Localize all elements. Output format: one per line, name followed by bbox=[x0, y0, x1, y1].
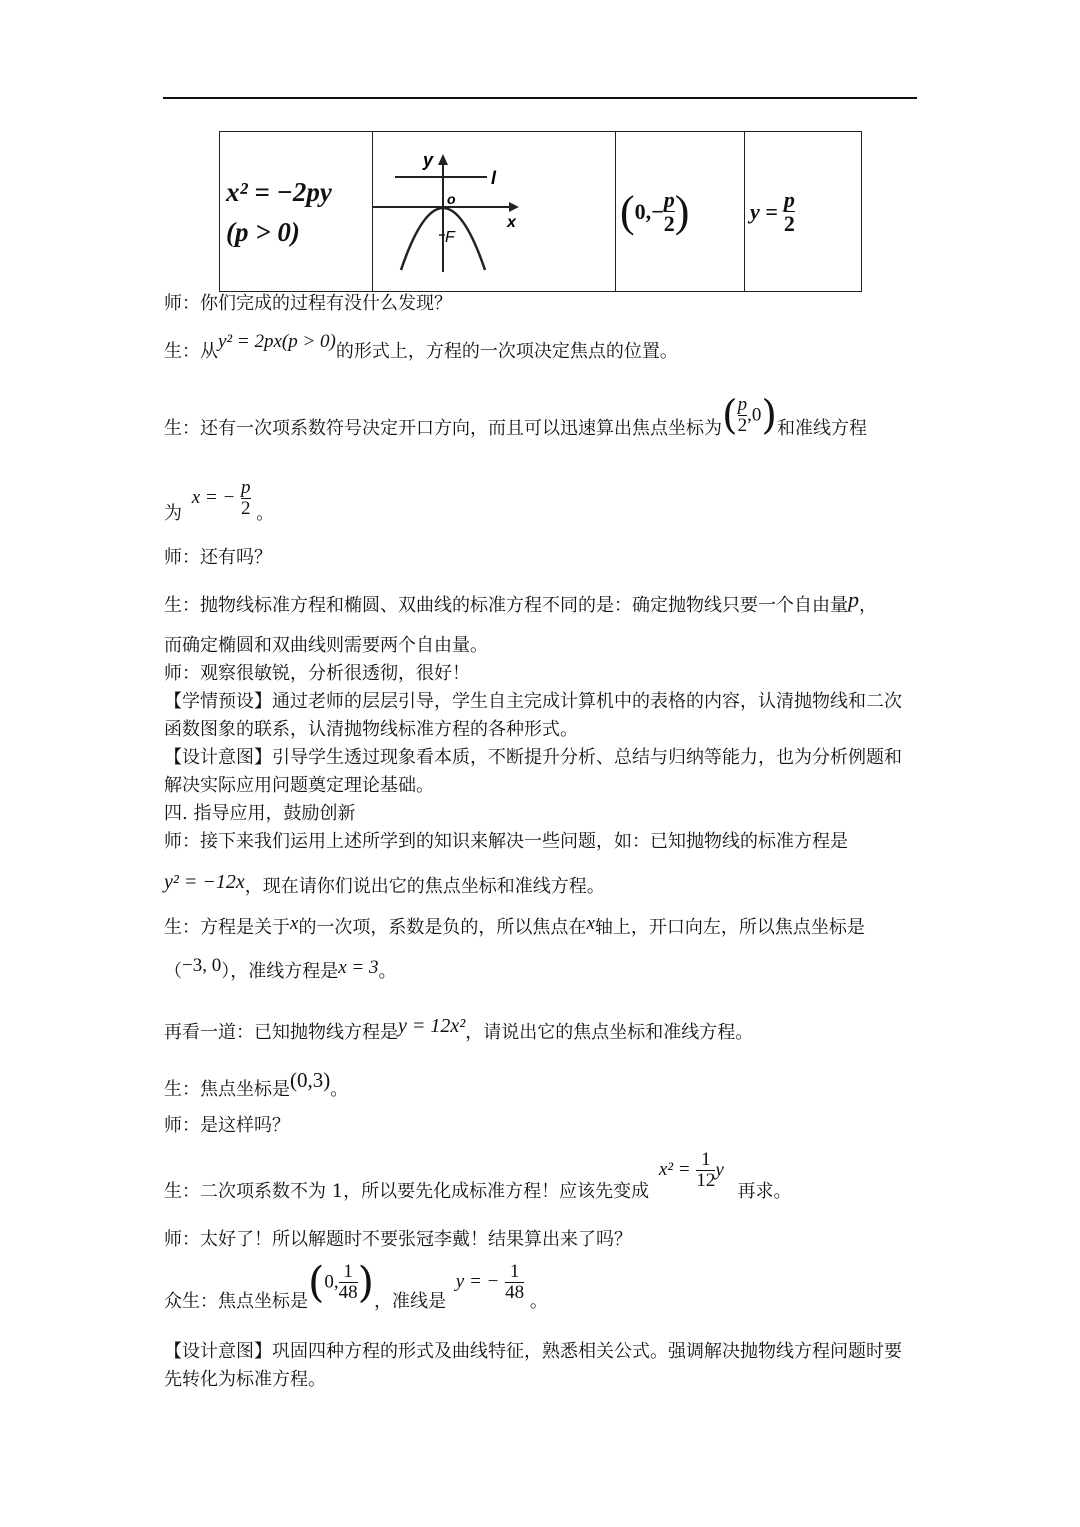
text: ），准线方程是 bbox=[221, 961, 339, 982]
equation-main: x² = −2py bbox=[226, 176, 332, 207]
text: 生：抛物线标准方程和椭圆、双曲线的标准方程不同的是：确定抛物线只要一个自由量 bbox=[164, 595, 848, 616]
math-x: x bbox=[290, 913, 299, 934]
paren-close: ) bbox=[761, 392, 777, 439]
fraction-num: 1 bbox=[509, 1261, 520, 1282]
graph-cell bbox=[373, 132, 616, 292]
paren-close: ) bbox=[674, 187, 690, 236]
paren-open: ( bbox=[308, 1257, 325, 1307]
text: 再看一道：已知抛物线方程是 bbox=[164, 1022, 398, 1043]
line-teacher-praise: 师：观察很敏锐，分析很透彻，很好！ bbox=[164, 663, 470, 684]
focus-tail: ,0 bbox=[747, 404, 762, 426]
math-y: y bbox=[715, 1159, 724, 1181]
focus-x: 0 bbox=[634, 198, 646, 224]
line-student-convert bbox=[164, 1149, 792, 1203]
text: 生：焦点坐标是 bbox=[164, 1079, 290, 1100]
directrix-equation bbox=[745, 188, 861, 235]
focus-num: p bbox=[663, 186, 675, 212]
text: 的形式上，方程的一次项决定焦点的位置。 bbox=[335, 341, 678, 362]
point-x: 0, bbox=[324, 1271, 339, 1293]
text: （ bbox=[164, 961, 182, 982]
math-directrix: x = 3 bbox=[338, 957, 379, 978]
focus-coordinate: ( 0 , − $\frac{p}{2}$ ) bbox=[620, 186, 690, 236]
fraction-den: 2 bbox=[737, 414, 748, 436]
header-rule bbox=[163, 97, 917, 99]
y-axis-arrow bbox=[438, 154, 448, 165]
fraction-den: 48 bbox=[505, 1281, 525, 1303]
fraction-num: p bbox=[737, 394, 748, 415]
fraction-den: 2 bbox=[241, 497, 251, 519]
focus-fraction bbox=[339, 1262, 358, 1303]
text: ，现在请你们说出它的焦点坐标和准线方程。 bbox=[244, 876, 605, 897]
paragraph-learning-preset: 【学情预设】通过老师的层层引导，学生自主完成计算机中的表格的内容，认清抛物线和二次函数图象的联系，认清抛物线标准方程的各种形式。 bbox=[164, 691, 902, 740]
focus-fraction bbox=[738, 395, 748, 436]
line-teacher-great: 师：太好了！所以解题时不要张冠李戴！结果算出来了吗？ bbox=[164, 1229, 632, 1250]
text: 生：从 bbox=[164, 341, 218, 362]
directrix-cell bbox=[745, 132, 862, 292]
text: 生：方程是关于 bbox=[164, 917, 290, 938]
line-teacher-problem: 师：接下来我们运用上述所学到的知识来解决一些问题，如：已知抛物线的标准方程是 bbox=[164, 831, 848, 852]
math-focus-03: (0,3) bbox=[290, 1068, 331, 1092]
convert-fraction bbox=[696, 1150, 715, 1191]
text: ，准线是 bbox=[374, 1291, 447, 1313]
paren-close: ) bbox=[357, 1257, 375, 1307]
section-heading: 四. 指导应用，鼓励创新 bbox=[164, 803, 356, 824]
paren-open: ( bbox=[722, 392, 738, 439]
equation-cell bbox=[220, 132, 373, 292]
directrix-fraction bbox=[505, 1262, 524, 1303]
focus-cell bbox=[616, 132, 745, 292]
text: 众生：焦点坐标是 bbox=[164, 1291, 308, 1313]
text: 。 bbox=[256, 503, 275, 525]
directrix-label: l bbox=[491, 168, 497, 188]
line-directrix bbox=[164, 477, 275, 525]
paren-open: ( bbox=[620, 187, 635, 236]
fraction-den: 12 bbox=[696, 1169, 716, 1191]
line-problem-equation bbox=[164, 872, 605, 901]
equation-condition: (p > 0) bbox=[226, 216, 300, 247]
table-row bbox=[220, 132, 862, 292]
paragraph-design-intent-2: 【设计意图】巩固四种方程的形式及曲线特征，熟悉相关公式。强调解决抛物线方程问题时要先转化为标准方程。 bbox=[164, 1341, 902, 1390]
focus-label: F bbox=[445, 229, 455, 246]
fraction-num: p bbox=[241, 477, 251, 498]
text: 轴上，开口向左，所以焦点坐标是 bbox=[594, 917, 865, 938]
text: 再求。 bbox=[737, 1181, 792, 1203]
math-y2-neg12x: y² = −12x bbox=[164, 871, 245, 893]
math-y2-2px: y² = 2px(p > 0) bbox=[218, 331, 336, 352]
focus-fraction bbox=[664, 188, 675, 235]
text: 。 bbox=[529, 1291, 548, 1313]
math-x2-eq: x² = bbox=[658, 1159, 691, 1181]
fraction-num: 1 bbox=[701, 1149, 711, 1170]
text: 生：二次项系数不为 1，所以要先化成标准方程！应该先变成 bbox=[164, 1181, 650, 1203]
directrix-num: p bbox=[783, 186, 795, 212]
line-teacher-more: 师：还有吗？ bbox=[164, 547, 272, 568]
text: ， bbox=[859, 595, 877, 616]
text: 。 bbox=[378, 961, 397, 982]
line-second-problem bbox=[164, 1015, 754, 1047]
text: ，请说出它的焦点坐标和准线方程。 bbox=[465, 1022, 754, 1043]
paragraph-design-intent: 【设计意图】引导学生透过现象看本质，不断提升分析、总结与归纳等能力，也为分析例题和解决实际应用问题奠定理论基础。 bbox=[164, 747, 902, 796]
line-teacher-discovery: 师：你们完成的过程有没什么发现？ bbox=[164, 293, 452, 314]
x-axis-label: x bbox=[507, 214, 516, 231]
directrix-fraction bbox=[241, 478, 251, 519]
line-teacher-question: 师：是这样吗？ bbox=[164, 1115, 290, 1136]
directrix-den: 2 bbox=[783, 211, 795, 236]
line-student-param bbox=[164, 587, 877, 620]
directrix-fraction bbox=[784, 188, 795, 235]
math-y-eq: y = − bbox=[455, 1271, 500, 1293]
text: 。 bbox=[330, 1079, 349, 1100]
text: 生：还有一次项系数符号决定开口方向，而且可以迅速算出焦点坐标为 bbox=[164, 418, 722, 440]
line-student-answer bbox=[164, 914, 865, 942]
fraction-num: 1 bbox=[343, 1261, 353, 1282]
y-axis-label: y bbox=[423, 150, 434, 170]
line-student-focus bbox=[164, 392, 867, 440]
directrix-lhs: y = bbox=[750, 198, 778, 224]
line-student-form bbox=[164, 331, 678, 366]
math-x: x bbox=[586, 913, 595, 934]
parabola-table bbox=[219, 131, 862, 292]
line-ellipse: 而确定椭圆和双曲线则需要两个自由量。 bbox=[164, 635, 488, 656]
text: 为 bbox=[164, 503, 182, 525]
x-axis-arrow bbox=[509, 202, 519, 212]
text: 的一次项，系数是负的，所以焦点在 bbox=[298, 917, 587, 938]
math-focus-point: −3, 0 bbox=[182, 955, 222, 976]
math-p: p bbox=[848, 587, 859, 612]
line-class-answer bbox=[164, 1257, 548, 1313]
text: 和准线方程 bbox=[776, 418, 867, 440]
math-y-12x2: y = 12x² bbox=[398, 1015, 466, 1037]
line-answer-result bbox=[164, 955, 397, 986]
fraction-den: 48 bbox=[338, 1281, 358, 1303]
line-student-focus-wrong bbox=[164, 1068, 349, 1104]
origin-label: o bbox=[447, 191, 456, 207]
focus-sign: − bbox=[651, 198, 664, 224]
math-x-eq: x = − bbox=[191, 487, 236, 509]
focus-den: 2 bbox=[663, 211, 675, 236]
parabola-graph bbox=[373, 132, 615, 287]
